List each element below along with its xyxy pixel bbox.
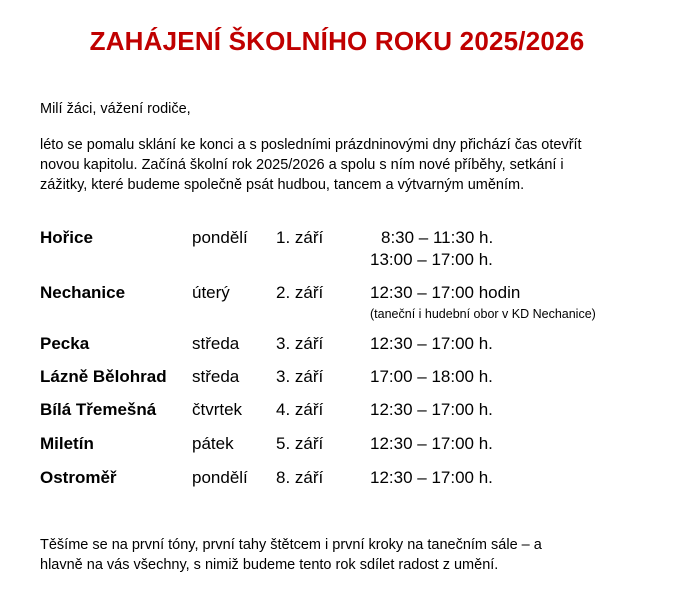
location-note: (taneční i hudební obor v KD Nechanice) — [370, 307, 596, 321]
weekday: středa — [192, 334, 240, 353]
time-range: 8:30 – 11:30 h. — [381, 228, 494, 247]
weekday: pátek — [192, 434, 234, 453]
time-range: 12:30 – 17:00 hodin — [370, 283, 521, 302]
town-name: Pecka — [40, 334, 90, 353]
time-range-second: 13:00 – 17:00 h. — [370, 250, 493, 269]
weekday: čtvrtek — [192, 400, 243, 419]
town-name: Nechanice — [40, 283, 126, 302]
schedule-row — [40, 400, 660, 434]
greeting: Milí žáci, vážení rodiče, — [40, 101, 191, 117]
town-name: Miletín — [40, 434, 94, 453]
page-title: ZAHÁJENÍ ŠKOLNÍHO ROKU 2025/2026 — [89, 26, 585, 56]
time-range: 12:30 – 17:00 h. — [370, 400, 493, 419]
intro-line: léto se pomalu sklání ke konci a s posledními prázdninovými dny přichází čas otevřít — [40, 137, 582, 153]
town-name: Bílá Třemešná — [40, 400, 157, 419]
town-name: Lázně Bělohrad — [40, 367, 167, 386]
schedule-row — [40, 434, 660, 468]
time-range: 12:30 – 17:00 h. — [370, 468, 493, 487]
time-range: 17:00 – 18:00 h. — [370, 367, 493, 386]
date: 2. září — [276, 283, 324, 302]
schedule-row — [40, 334, 660, 367]
schedule-table — [40, 228, 660, 498]
intro-line: zážitky, které budeme společně psát hudbou, tancem a výtvarným uměním. — [40, 177, 525, 193]
closing-paragraph — [40, 535, 650, 575]
date: 8. září — [276, 468, 324, 487]
weekday: středa — [192, 367, 240, 386]
town-name: Hořice — [40, 228, 93, 247]
weekday: úterý — [192, 283, 230, 302]
schedule-row — [40, 367, 660, 400]
date: 3. září — [276, 334, 324, 353]
schedule-row — [40, 283, 660, 334]
time-range: 12:30 – 17:00 h. — [370, 434, 493, 453]
date: 3. září — [276, 367, 324, 386]
schedule-row — [40, 228, 660, 283]
date: 1. září — [276, 228, 324, 247]
intro-line: novou kapitolu. Začíná školní rok 2025/2026 a spolu s ním nové příběhy, setkání i — [40, 157, 564, 173]
date: 4. září — [276, 400, 324, 419]
weekday: pondělí — [192, 228, 248, 247]
town-name: Ostroměř — [40, 468, 117, 487]
intro-paragraph — [40, 135, 650, 195]
date: 5. září — [276, 434, 324, 453]
closing-line: Těšíme se na první tóny, první tahy štětcem i první kroky na tanečním sále – a — [40, 537, 542, 553]
closing-line: hlavně na vás všechny, s nimiž budeme tento rok sdílet radost z umění. — [40, 557, 499, 573]
schedule-row — [40, 468, 660, 498]
weekday: pondělí — [192, 468, 248, 487]
time-range: 12:30 – 17:00 h. — [370, 334, 493, 353]
